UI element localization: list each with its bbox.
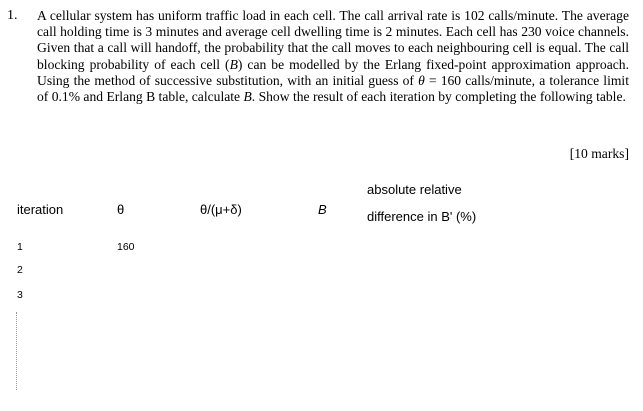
row-1-theta: 160 bbox=[117, 241, 135, 253]
row-1-iteration: 1 bbox=[17, 241, 23, 253]
header-difference-line2: difference in B' (%) bbox=[367, 209, 477, 224]
header-ratio: θ/(μ+δ) bbox=[200, 202, 242, 217]
question-text-part4: . Show the result of each iteration by completing the following table. bbox=[251, 89, 626, 105]
variable-b: B bbox=[243, 89, 252, 105]
header-theta: θ bbox=[117, 202, 125, 217]
row-3-iteration: 3 bbox=[17, 289, 23, 301]
row-2-iteration: 2 bbox=[17, 264, 23, 276]
header-difference-line1: absolute relative bbox=[367, 182, 462, 197]
variable-b: B bbox=[229, 56, 238, 72]
question-text bbox=[37, 8, 629, 105]
question-number: 1. bbox=[7, 8, 18, 23]
question-text-part1: A cellular system has uniform traffic load in each cell. The call arrival rate is 102 calls/minute. The average call holding time is 3 minutes and average cell dwelling time is 2 minutes. Each cell has 230 voice channels. Given that a call will handoff, the probability that the call moves to each neighbouring cell is equal. The call blocking probability of each cell ( bbox=[37, 8, 629, 72]
continuation-dotted-line bbox=[16, 312, 17, 390]
header-b: B bbox=[318, 202, 327, 217]
question-text-part3: = 160 calls/minute, a tolerance limit of 0.1% and Erlang B table, calculate bbox=[37, 72, 629, 105]
variable-theta: θ bbox=[418, 72, 425, 88]
header-iteration: iteration bbox=[17, 202, 64, 217]
marks-label: [10 marks] bbox=[569, 146, 629, 161]
question-text-part2: ) can be modelled by the Erlang fixed-point approximation approach. Using the method of successive substitution, with an initial guess of bbox=[37, 56, 629, 88]
